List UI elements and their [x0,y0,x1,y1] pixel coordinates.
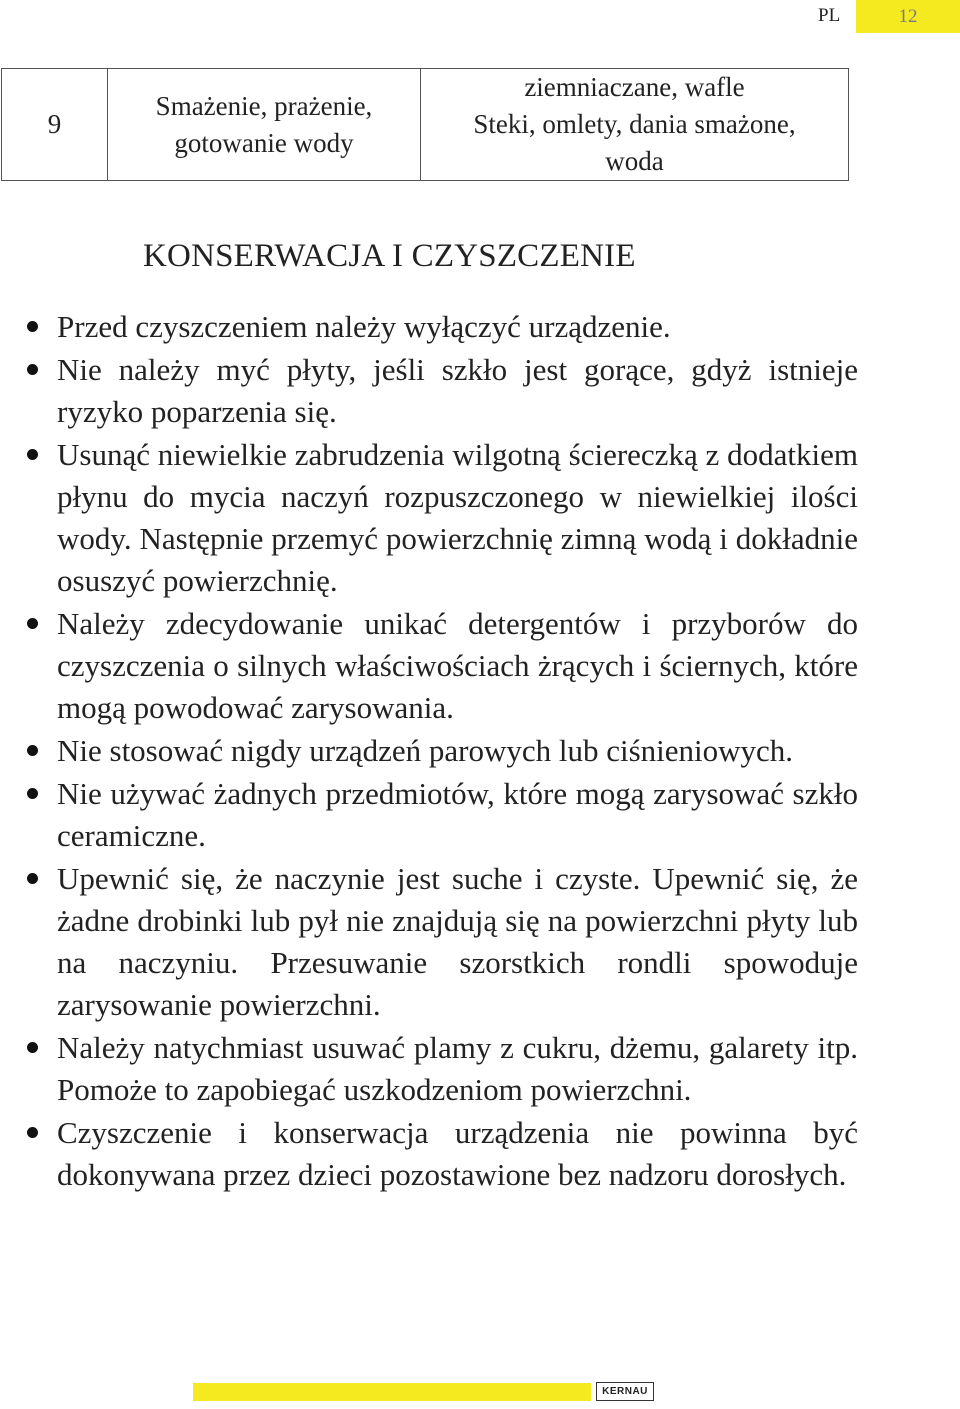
bullet-icon [27,321,38,332]
power-level-cell: 9 [2,69,108,181]
list-item [0,1112,858,1196]
list-item-text: Przed czyszczeniem należy wyłączyć urządzenie. [57,309,671,344]
examples-line: Steki, omlety, dania smażone, [473,109,796,139]
list-item [0,434,858,602]
list-item [0,730,858,772]
power-level-table [1,68,849,181]
page-number: 12 [856,0,960,33]
list-item [0,306,858,348]
list-item-text: Upewnić się, że naczynie jest suche i czyste. Upewnić się, że żadne drobinki lub pył nie znajdują się na powierzchni płyty lub na naczyniu. Przesuwanie szorstkich rondli spowoduje zarysowanie powierzchni. [57,861,858,1022]
maintenance-list [0,306,858,1197]
list-item-text: Należy natychmiast usuwać plamy z cukru, dżemu, galarety itp. Pomoże to zapobiegać uszkodzeniom powierzchni. [57,1030,858,1107]
bullet-icon [27,1042,38,1053]
table-row [2,69,849,181]
bullet-icon [27,364,38,375]
action-cell [108,69,421,181]
list-item-text: Należy zdecydowanie unikać detergentów i przyborów do czyszczenia o silnych właściwościach żrących i ściernych, które mogą powodować zarysowania. [57,606,858,725]
list-item-text: Czyszczenie i konserwacja urządzenia nie powinna być dokonywana przez dzieci pozostawione bez nadzoru dorosłych. [57,1115,858,1192]
header-language: PL [818,5,841,26]
bullet-icon [27,873,38,884]
bullet-icon [27,618,38,629]
list-item-text: Nie stosować nigdy urządzeń parowych lub ciśnieniowych. [57,733,794,768]
examples-line: woda [605,146,664,176]
list-item [0,603,858,729]
list-item-text: Nie należy myć płyty, jeśli szkło jest gorące, gdyż istnieje ryzyko poparzenia się. [57,352,858,429]
bullet-icon [27,788,38,799]
bullet-icon [27,745,38,756]
footer-accent-bar [193,1383,591,1401]
list-item [0,858,858,1026]
brand-logo: KERNAU [596,1382,654,1401]
list-item [0,1027,858,1111]
list-item-text: Usunąć niewielkie zabrudzenia wilgotną ściereczką z dodatkiem płynu do mycia naczyń rozpuszczonego w niewielkiej ilości wody. Następnie przemyć powierzchnię zimną wodą i dokładnie osuszyć powierzchnię. [57,437,858,598]
list-item [0,349,858,433]
section-heading: KONSERWACJA I CZYSZCZENIE [143,238,636,274]
bullet-icon [27,1127,38,1138]
list-item [0,773,858,857]
action-line: gotowanie wody [174,127,354,158]
bullet-icon [27,449,38,460]
examples-cell [421,69,849,181]
action-line: Smażenie, prażenie, [155,90,373,121]
examples-line: ziemniaczane, wafle [524,72,745,102]
list-item-text: Nie używać żadnych przedmiotów, które mogą zarysować szkło ceramiczne. [57,776,858,853]
